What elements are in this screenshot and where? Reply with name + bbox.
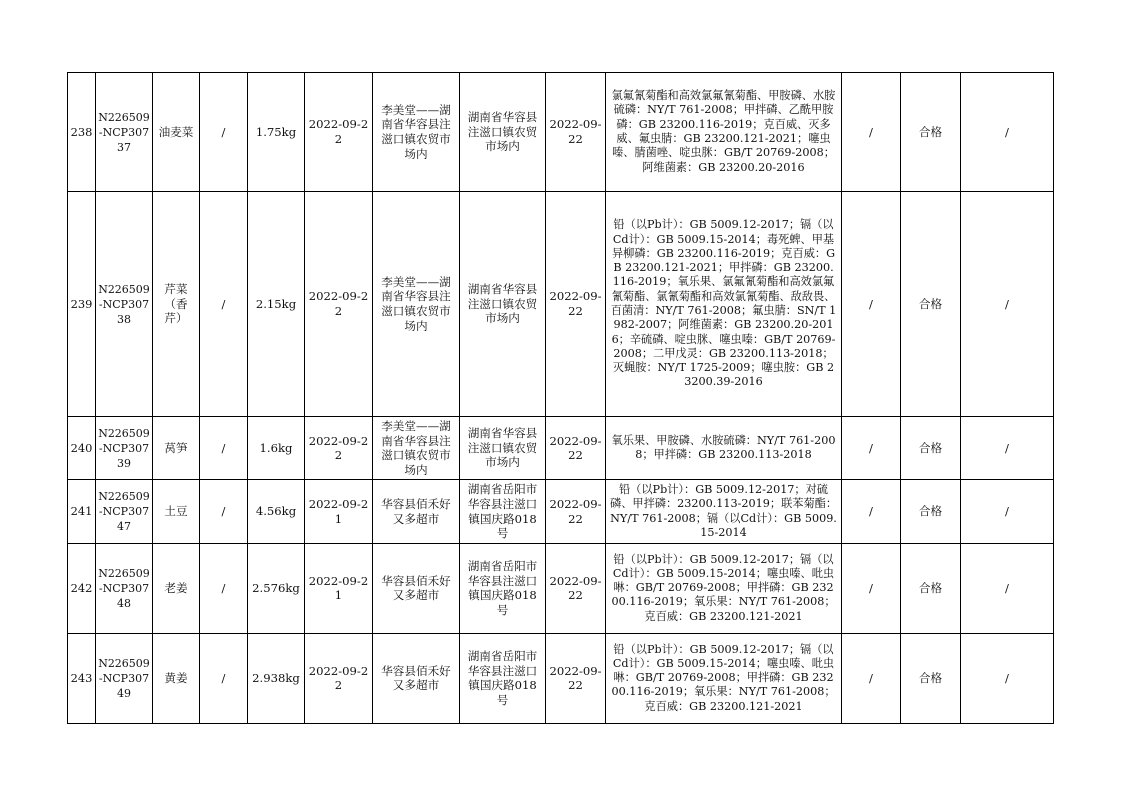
sampled-unit-cell: 李美堂——湖南省华容县注滋口镇农贸市场内 xyxy=(373,192,460,417)
test-result-cell: 合格 xyxy=(901,192,961,417)
unqualified-items-cell: / xyxy=(842,417,901,480)
test-standards-cell: 氧乐果、甲胺磷、水胺硫磷：NY/T 761-2008；甲拌磷：GB 23200.113-2018 xyxy=(606,417,842,480)
sampled-unit-cell: 华容县佰禾好又多超市 xyxy=(373,633,460,723)
sampled-unit-cell: 李美堂——湖南省华容县注滋口镇农贸市场内 xyxy=(373,73,460,192)
unqualified-items-cell: / xyxy=(842,192,901,417)
test-standards-cell: 铅（以Pb计）：GB 5009.12-2017；对硫磷、甲拌磷：23200.113-2019；联苯菊酯：NY/T 761-2008；镉（以Cd计）：GB 5009.15-2014 xyxy=(606,480,842,543)
table-row xyxy=(68,417,1054,480)
sample-name-cell: 芹菜（香芹） xyxy=(153,192,200,417)
remark-cell: / xyxy=(961,543,1054,633)
table-row xyxy=(68,543,1054,633)
table-row xyxy=(68,480,1054,543)
sample-code-cell: N226509-NCP30747 xyxy=(96,480,153,543)
production-date-cell: 2022-09-22 xyxy=(546,192,606,417)
sampling-date-cell: 2022-09-22 xyxy=(305,192,373,417)
sample-name-cell: 土豆 xyxy=(153,480,200,543)
sequence-number-cell: 243 xyxy=(68,633,96,723)
sample-quantity-cell: 1.6kg xyxy=(248,417,305,480)
specification-cell: / xyxy=(200,73,248,192)
sequence-number-cell: 239 xyxy=(68,192,96,417)
test-standards-cell: 铅（以Pb计）：GB 5009.12-2017；镉（以Cd计）：GB 5009.15-2014；噻虫嗪、吡虫啉：GB/T 20769-2008；甲拌磷：GB 23200.116-2019；氧乐果：NY/T 761-2008；克百威：GB 23200.121-2021 xyxy=(606,543,842,633)
test-standards-cell: 铅（以Pb计）：GB 5009.12-2017；镉（以Cd计）：GB 5009.15-2014；噻虫嗪、吡虫啉：GB/T 20769-2008；甲拌磷：GB 23200.116-2019；氧乐果：NY/T 761-2008；克百威：GB 23200.121-2021 xyxy=(606,633,842,723)
sample-code-cell: N226509-NCP30738 xyxy=(96,192,153,417)
sample-quantity-cell: 2.576kg xyxy=(248,543,305,633)
sequence-number-cell: 238 xyxy=(68,73,96,192)
unqualified-items-cell: / xyxy=(842,480,901,543)
remark-cell: / xyxy=(961,633,1054,723)
sample-name-cell: 黄姜 xyxy=(153,633,200,723)
inspection-results-sheet xyxy=(67,72,1053,724)
sampling-date-cell: 2022-09-21 xyxy=(305,543,373,633)
test-result-cell: 合格 xyxy=(901,417,961,480)
sampled-address-cell: 湖南省岳阳市华容县注滋口镇国庆路018号 xyxy=(460,543,546,633)
specification-cell: / xyxy=(200,417,248,480)
specification-cell: / xyxy=(200,633,248,723)
sampled-unit-cell: 华容县佰禾好又多超市 xyxy=(373,543,460,633)
sampled-unit-cell: 华容县佰禾好又多超市 xyxy=(373,480,460,543)
sample-code-cell: N226509-NCP30749 xyxy=(96,633,153,723)
sampled-address-cell: 湖南省华容县注滋口镇农贸市场内 xyxy=(460,192,546,417)
unqualified-items-cell: / xyxy=(842,633,901,723)
sample-quantity-cell: 4.56kg xyxy=(248,480,305,543)
specification-cell: / xyxy=(200,192,248,417)
sampled-unit-cell: 李美堂——湖南省华容县注滋口镇农贸市场内 xyxy=(373,417,460,480)
production-date-cell: 2022-09-22 xyxy=(546,480,606,543)
sampling-date-cell: 2022-09-22 xyxy=(305,633,373,723)
remark-cell: / xyxy=(961,73,1054,192)
remark-cell: / xyxy=(961,417,1054,480)
sample-name-cell: 莴笋 xyxy=(153,417,200,480)
sampled-address-cell: 湖南省华容县注滋口镇农贸市场内 xyxy=(460,73,546,192)
test-standards-cell: 氯氟氰菊酯和高效氯氟氰菊酯、甲胺磷、水胺硫磷：NY/T 761-2008；甲拌磷、乙酰甲胺磷：GB 23200.116-2019；克百威、灭多威、氟虫腈：GB 23200.121-2021；噻虫嗪、腈菌唑、啶虫脒：GB/T 20769-2008；阿维菌素：GB 23200.20-2016 xyxy=(606,73,842,192)
table-row xyxy=(68,192,1054,417)
test-standards-cell: 铅（以Pb计）：GB 5009.12-2017；镉（以Cd计）：GB 5009.15-2014；毒死蜱、甲基异柳磷：GB 23200.116-2019；克百威：GB 23200.121-2021；甲拌磷：GB 23200.116-2019；氧乐果、氯氟氰菊酯和高效氯氟氰菊酯、氯氰菊酯和高效氯氰菊酯、敌敌畏、百菌清：NY/T 761-2008；氟虫腈：SN/T 1982-2007；阿维菌素：GB 23200.20-2016；辛硫磷、啶虫脒、噻虫嗪：GB/T 20769-2008；二甲戊灵：GB 23200.113-2018；灭蝇胺：NY/T 1725-2009；噻虫胺：GB 23200.39-2016 xyxy=(606,192,842,417)
specification-cell: / xyxy=(200,480,248,543)
production-date-cell: 2022-09-22 xyxy=(546,633,606,723)
sample-name-cell: 老姜 xyxy=(153,543,200,633)
production-date-cell: 2022-09-22 xyxy=(546,543,606,633)
table-row xyxy=(68,73,1054,192)
sampling-date-cell: 2022-09-22 xyxy=(305,417,373,480)
sampled-address-cell: 湖南省华容县注滋口镇农贸市场内 xyxy=(460,417,546,480)
sampled-address-cell: 湖南省岳阳市华容县注滋口镇国庆路018号 xyxy=(460,480,546,543)
unqualified-items-cell: / xyxy=(842,73,901,192)
remark-cell: / xyxy=(961,480,1054,543)
test-result-cell: 合格 xyxy=(901,543,961,633)
remark-cell: / xyxy=(961,192,1054,417)
unqualified-items-cell: / xyxy=(842,543,901,633)
production-date-cell: 2022-09-22 xyxy=(546,73,606,192)
sample-quantity-cell: 1.75kg xyxy=(248,73,305,192)
test-result-cell: 合格 xyxy=(901,73,961,192)
test-result-cell: 合格 xyxy=(901,633,961,723)
sampled-address-cell: 湖南省岳阳市华容县注滋口镇国庆路018号 xyxy=(460,633,546,723)
sequence-number-cell: 240 xyxy=(68,417,96,480)
sequence-number-cell: 242 xyxy=(68,543,96,633)
sample-name-cell: 油麦菜 xyxy=(153,73,200,192)
sampling-date-cell: 2022-09-21 xyxy=(305,480,373,543)
test-result-cell: 合格 xyxy=(901,480,961,543)
sample-code-cell: N226509-NCP30748 xyxy=(96,543,153,633)
inspection-results-table xyxy=(67,72,1054,724)
sampling-date-cell: 2022-09-22 xyxy=(305,73,373,192)
production-date-cell: 2022-09-22 xyxy=(546,417,606,480)
sample-quantity-cell: 2.938kg xyxy=(248,633,305,723)
sample-code-cell: N226509-NCP30737 xyxy=(96,73,153,192)
specification-cell: / xyxy=(200,543,248,633)
table-row xyxy=(68,633,1054,723)
sequence-number-cell: 241 xyxy=(68,480,96,543)
sample-quantity-cell: 2.15kg xyxy=(248,192,305,417)
sample-code-cell: N226509-NCP30739 xyxy=(96,417,153,480)
